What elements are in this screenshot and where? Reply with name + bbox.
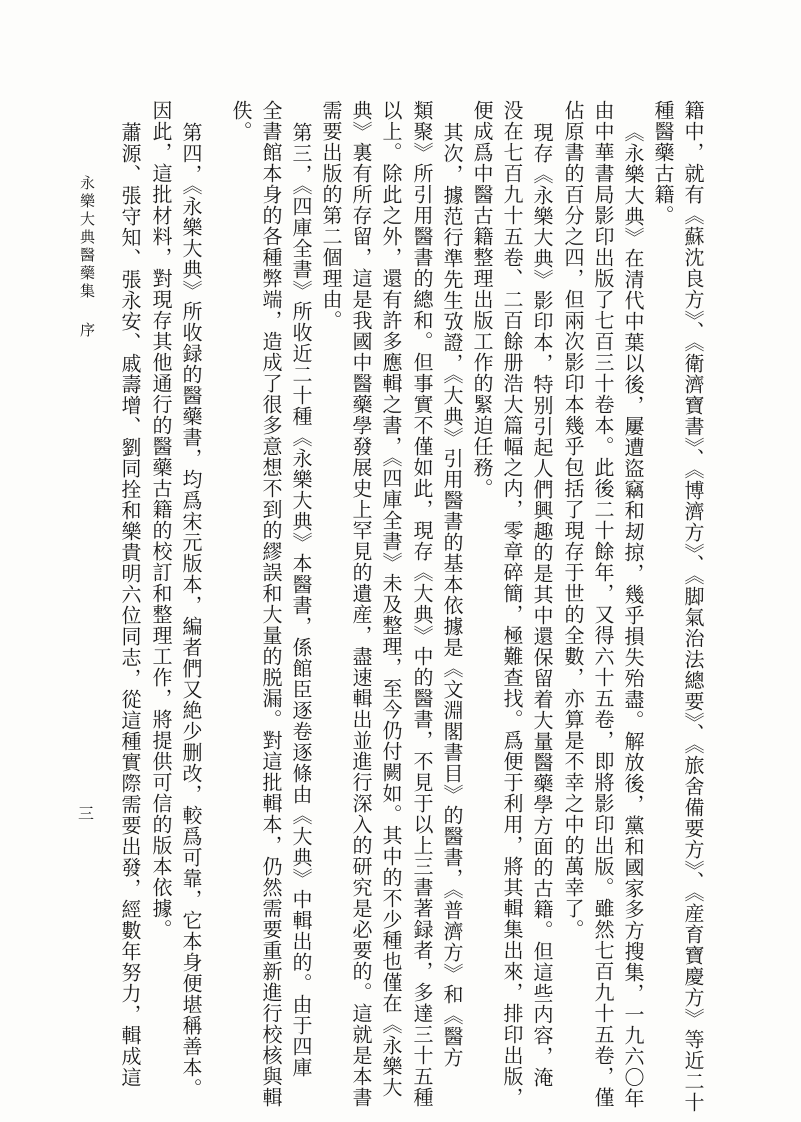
text-column-10: 類聚》所引用醫書的總和。但事實不僅如此，現存《大典》中的醫書，不見于以上三書著録者，多達三十五種 <box>410 100 434 1108</box>
text-column-14: 第三，《四庫全書》所收近二十種《永樂大典》本醫書，係館臣逐卷逐條由《大典》中輯出的。由于四庫 <box>289 122 313 1078</box>
text-column-6: 現存《永樂大典》影印本，特别引起人們興趣的是其中還保留着大量醫藥學方面的古籍。但這些内容，淹 <box>530 122 554 1088</box>
text-column-3: 《永樂大典》在清代中葉以後，屢遭盜竊和刼掠，幾乎損失殆盡。解放後，黨和國家多方搜集，一九六〇年 <box>621 122 645 1109</box>
text-column-17: 第四，《永樂大典》所收録的醫藥書，均爲宋元版本，編者們又絶少删改，較爲可靠，它本身便堪稱善本。 <box>179 122 203 1099</box>
text-column-8: 便成爲中醫古籍整理出版工作的緊迫任務。 <box>470 100 494 499</box>
page-number: 三 <box>78 804 95 823</box>
text-column-1: 籍中，就有《蘇沈良方》、《衛濟寶書》、《博濟方》、《脚氣治法總要》、《旅舍備要方》、《産育寶慶方》等近二十 <box>681 100 705 1113</box>
text-column-9: 其次，據范行準先生攷證，《大典》引用醫書的基本依據是《文淵閣書目》的醫書，《普濟方》和《醫方 <box>440 122 464 1068</box>
text-column-13: 需要出版的第二個理由。 <box>319 100 343 331</box>
running-head-title: 永樂大典醫藥集 <box>78 175 96 301</box>
text-column-12: 典》裏有所存留，這是我國中醫藥學發展史上罕見的遺産，盡速輯出並進行深入的研究是必要的。這就是本書 <box>349 100 373 1108</box>
text-column-2: 種醫藥古籍。 <box>651 100 675 226</box>
text-column-15: 全書館本身的各種弊端，造成了很多意想不到的繆誤和大量的脱漏。對這批輯本，仍然需要重新進行校核與輯 <box>259 100 283 1108</box>
text-column-19: 蕭源、張守知、張永安、戚壽增、劉同拴和樂貴明六位同志，從這種實際需要出發，經數年努力，輯成這 <box>118 122 142 1088</box>
text-column-7: 没在七百九十五卷、二百餘册浩大篇幅之内，零章碎簡，極難查找。爲便于利用，將其輯集出來，排印出版， <box>500 100 524 1108</box>
text-column-5: 佔原書的百分之四，但兩次影印本幾乎包括了現存于世的全數，亦算是不幸之中的萬幸了。 <box>561 100 585 940</box>
text-column-4: 由中華書局影印出版了七百三十卷本。此後二十餘年，又得六十五卷，即將影印出版。雖然七百九十五卷，僅 <box>591 100 615 1108</box>
running-head-section: 序 <box>78 322 96 340</box>
text-column-16: 佚。 <box>229 100 253 142</box>
text-column-18: 因此，這批材料，對現存其他通行的醫藥古籍的校訂和整理工作，將提供可信的版本依據。 <box>149 100 173 940</box>
text-column-11: 以上。除此之外，還有許多應輯之書，《四庫全書》未及整理，至今仍付闕如。其中的不少種也僅在《永樂大 <box>379 100 403 1098</box>
